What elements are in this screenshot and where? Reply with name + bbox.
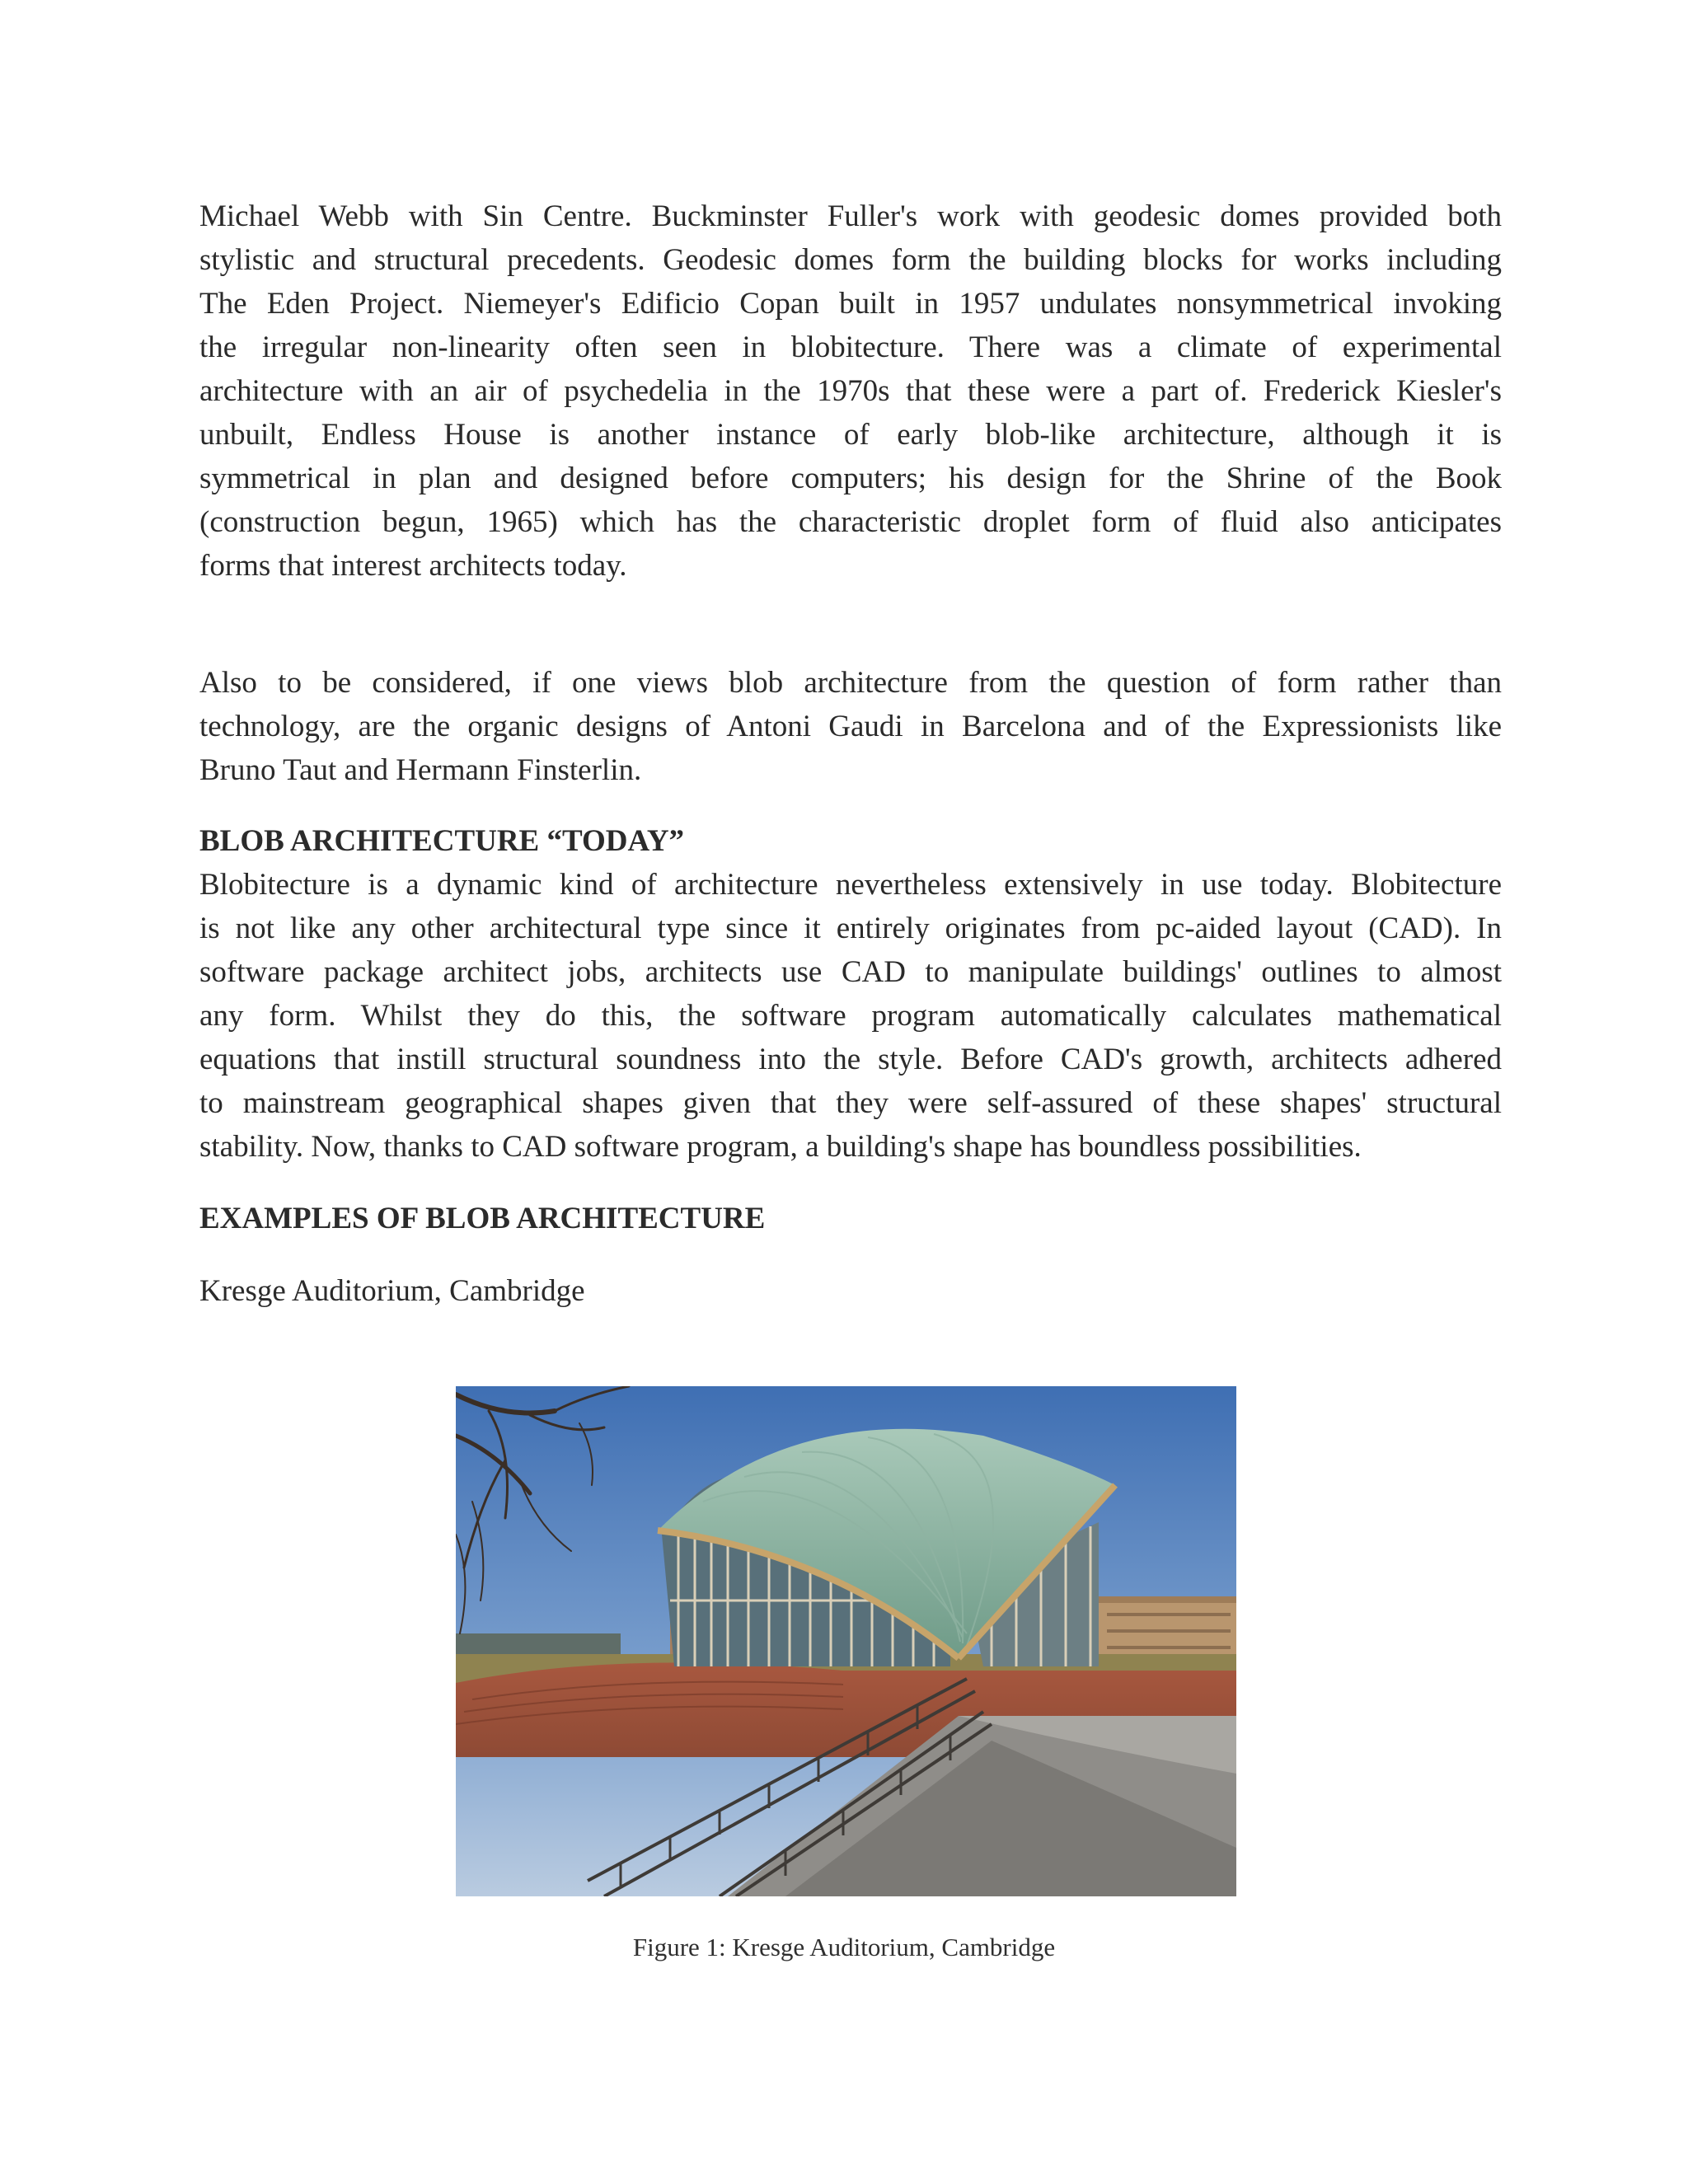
body-text-line: unbuilt, Endless House is another instance of early blob-like architecture, although it is — [199, 418, 1502, 452]
body-text-line: software package architect jobs, architects use CAD to manipulate buildings' outlines to almost — [199, 955, 1502, 989]
kresge-auditorium-photo — [456, 1386, 1236, 1896]
body-text-line: equations that instill structural soundness into the style. Before CAD's growth, architects adhered — [199, 1043, 1502, 1076]
body-text-line: technology, are the organic designs of Antoni Gaudi in Barcelona and of the Expressionists like — [199, 710, 1502, 743]
body-text-line: Blobitecture is a dynamic kind of architecture nevertheless extensively in use today. Blobitecture — [199, 868, 1502, 902]
body-text-line: stylistic and structural precedents. Geodesic domes form the building blocks for works including — [199, 243, 1502, 277]
body-text-line: Michael Webb with Sin Centre. Buckminster Fuller's work with geodesic domes provided both — [199, 199, 1502, 233]
example-title: Kresge Auditorium, Cambridge — [199, 1274, 585, 1308]
body-text-line: forms that interest architects today. — [199, 549, 627, 583]
figure-caption: Figure 1: Kresge Auditorium, Cambridge — [632, 1933, 1056, 1961]
body-text-line: (construction begun, 1965) which has the characteristic droplet form of fluid also anticipates — [199, 505, 1502, 539]
section-heading-examples: EXAMPLES OF BLOB ARCHITECTURE — [199, 1202, 766, 1235]
section-heading-today: BLOB ARCHITECTURE “TODAY” — [199, 824, 685, 858]
body-text-line: The Eden Project. Niemeyer's Edificio Copan built in 1957 undulates nonsymmetrical invoking — [199, 287, 1502, 321]
body-text-line: is not like any other architectural type since it entirely originates from pc-aided layout (CAD). In — [199, 912, 1502, 945]
body-text-line: stability. Now, thanks to CAD software program, a building's shape has boundless possibilities. — [199, 1130, 1362, 1164]
body-text-line: the irregular non-linearity often seen in blobitecture. There was a climate of experimental — [199, 330, 1502, 364]
body-text-line: Also to be considered, if one views blob architecture from the question of form rather than — [199, 666, 1502, 700]
body-text-line: symmetrical in plan and designed before computers; his design for the Shrine of the Book — [199, 462, 1502, 495]
body-text-line: Bruno Taut and Hermann Finsterlin. — [199, 753, 642, 787]
photo-illustration — [456, 1386, 1236, 1896]
body-text-line: to mainstream geographical shapes given that they were self-assured of these shapes' structural — [199, 1086, 1502, 1120]
body-text-line: any form. Whilst they do this, the software program automatically calculates mathematical — [199, 999, 1502, 1033]
body-text-line: architecture with an air of psychedelia in the 1970s that these were a part of. Frederick Kiesler's — [199, 374, 1502, 408]
